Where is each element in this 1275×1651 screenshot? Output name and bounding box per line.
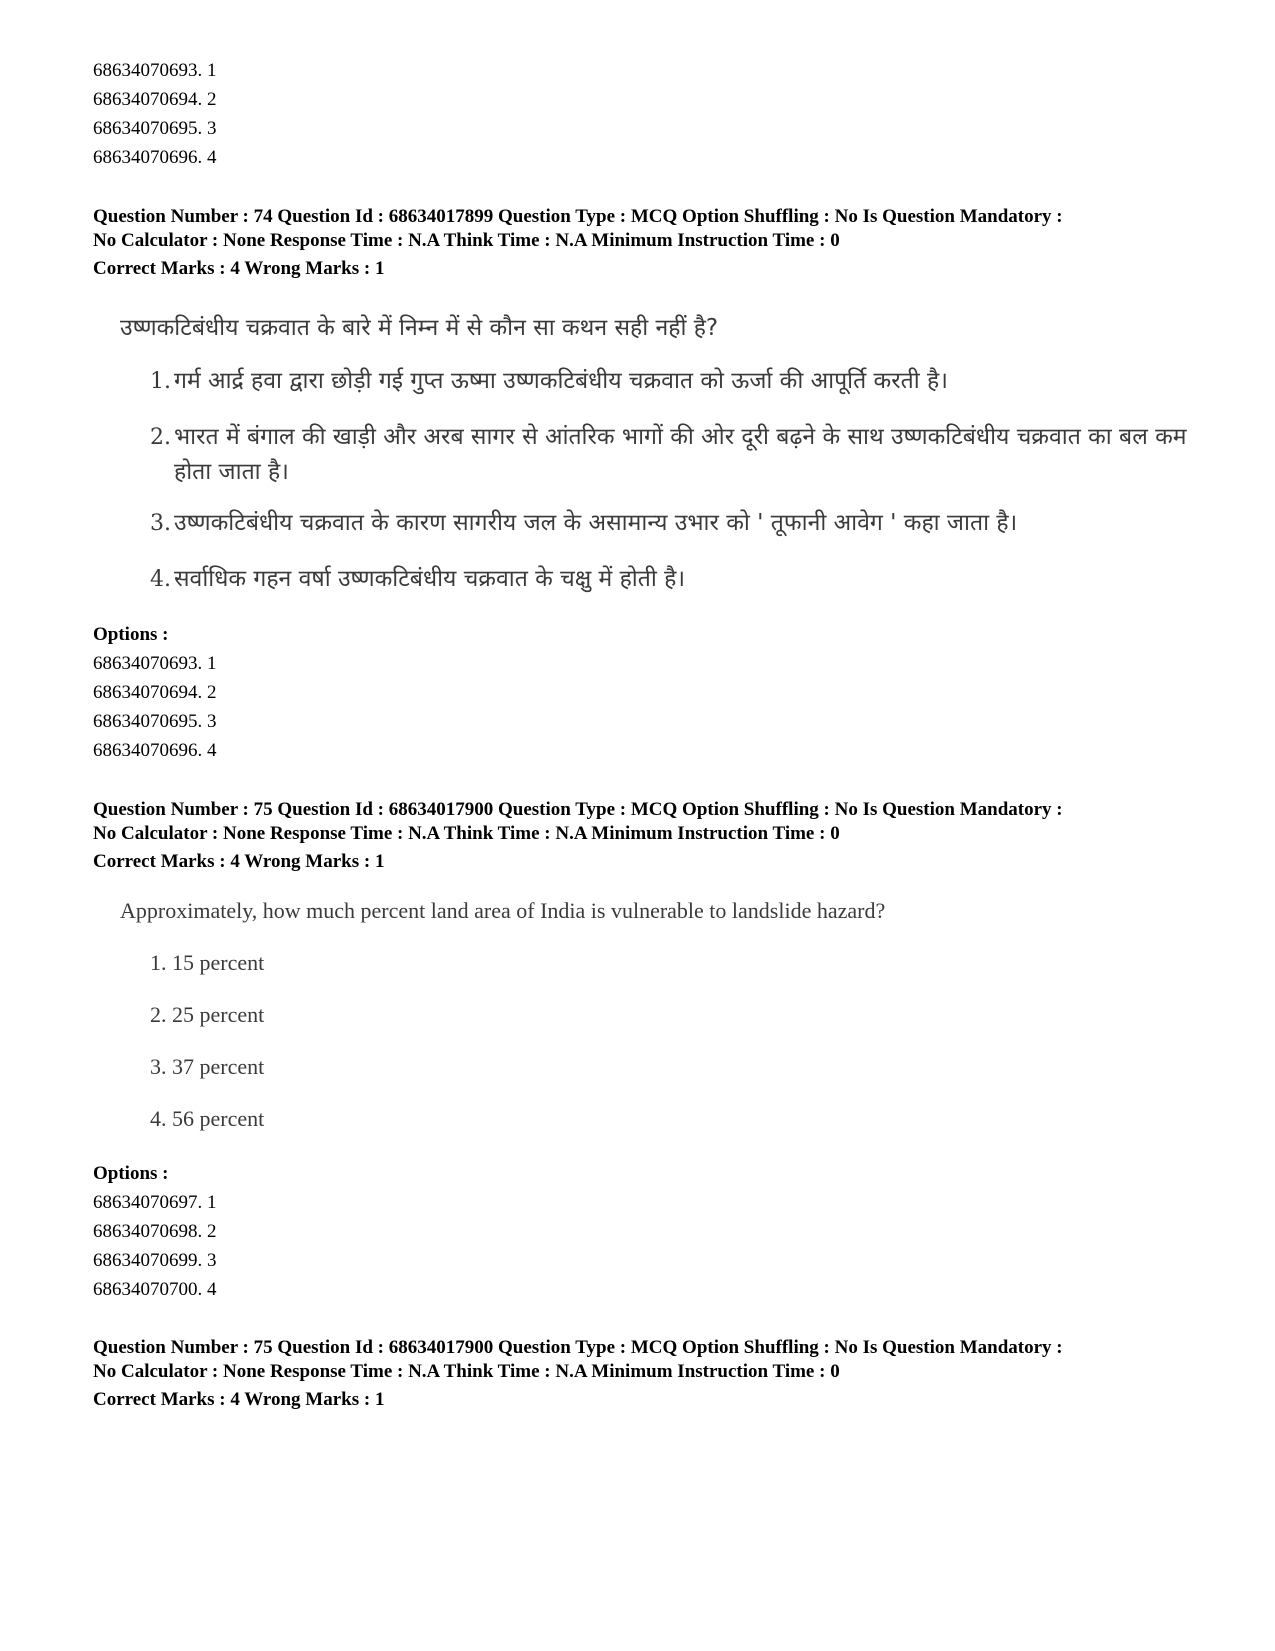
question-meta-line2: No Calculator : None Response Time : N.A Think Time : N.A Minimum Instruction Time : 0 bbox=[93, 1361, 840, 1382]
question-meta-line1: Question Number : 75 Question Id : 68634017900 Question Type : MCQ Option Shuffling : No Is Question Mandatory : bbox=[93, 799, 1063, 820]
question-marks: Correct Marks : 4 Wrong Marks : 1 bbox=[93, 851, 385, 872]
option-item: 68634070693. 1 bbox=[93, 653, 217, 674]
statement-item bbox=[150, 506, 1200, 541]
statement-text: सर्वाधिक गहन वर्षा उष्णकटिबंधीय चक्रवात के चक्षु में होती है। bbox=[174, 566, 686, 592]
option-item: 68634070697. 1 bbox=[93, 1192, 217, 1213]
option-item: 68634070695. 3 bbox=[93, 118, 217, 139]
option-item: 68634070696. 4 bbox=[93, 147, 217, 168]
statement-item bbox=[150, 364, 1200, 399]
choice-item: 4. 56 percent bbox=[150, 1106, 265, 1131]
option-item: 68634070699. 3 bbox=[93, 1250, 217, 1271]
options-label: Options : bbox=[93, 1163, 169, 1184]
question-stem: Approximately, how much percent land area of India is vulnerable to landslide hazard? bbox=[120, 898, 886, 923]
question-74-body bbox=[120, 310, 1220, 610]
options-label: Options : bbox=[93, 624, 169, 645]
statement-text: उष्णकटिबंधीय चक्रवात के कारण सागरीय जल के असामान्य उभार को ' तूफानी आवेग ' कहा जाता है। bbox=[174, 510, 1018, 536]
question-marks: Correct Marks : 4 Wrong Marks : 1 bbox=[93, 1389, 385, 1410]
question-75-header bbox=[93, 798, 1213, 874]
option-item: 68634070700. 4 bbox=[93, 1279, 217, 1300]
choice-item: 2. 25 percent bbox=[150, 1002, 265, 1027]
statement-number: 3. bbox=[150, 511, 171, 536]
prev-options-list bbox=[93, 56, 217, 172]
choice-item: 3. 37 percent bbox=[150, 1054, 265, 1079]
statement-number: 1. bbox=[150, 369, 171, 394]
statement-text: भारत में बंगाल की खाड़ी और अरब सागर से आंतरिक भागों की ओर दूरी बढ़ने के साथ उष्णकटिबंधीय चक्रवात का बल कम होता जाता है। bbox=[174, 424, 1187, 485]
question-74-options bbox=[93, 620, 217, 765]
question-meta-line2: No Calculator : None Response Time : N.A Think Time : N.A Minimum Instruction Time : 0 bbox=[93, 823, 840, 844]
option-item: 68634070698. 2 bbox=[93, 1221, 217, 1242]
statement-item bbox=[150, 420, 1200, 490]
option-item: 68634070693. 1 bbox=[93, 60, 217, 81]
option-item: 68634070694. 2 bbox=[93, 89, 217, 110]
statement-number: 4. bbox=[150, 567, 171, 592]
statement-text: गर्म आर्द्र हवा द्वारा छोड़ी गई गुप्त ऊष्मा उष्णकटिबंधीय चक्रवात को ऊर्जा की आपूर्ति करती है। bbox=[174, 368, 948, 394]
question-marks: Correct Marks : 4 Wrong Marks : 1 bbox=[93, 258, 385, 279]
option-item: 68634070695. 3 bbox=[93, 711, 217, 732]
question-stem: उष्णकटिबंधीय चक्रवात के बारे में निम्न में से कौन सा कथन सही नहीं है? bbox=[120, 315, 719, 341]
option-item: 68634070694. 2 bbox=[93, 682, 217, 703]
option-item: 68634070696. 4 bbox=[93, 740, 217, 761]
question-74-header bbox=[93, 205, 1213, 281]
statement-number: 2. bbox=[150, 425, 171, 450]
question-meta-line1: Question Number : 75 Question Id : 68634017900 Question Type : MCQ Option Shuffling : No Is Question Mandatory : bbox=[93, 1337, 1063, 1358]
choice-item: 1. 15 percent bbox=[150, 950, 265, 975]
question-75-repeat-header bbox=[93, 1336, 1213, 1412]
question-75-options bbox=[93, 1159, 217, 1304]
question-meta-line1: Question Number : 74 Question Id : 68634017899 Question Type : MCQ Option Shuffling : No Is Question Mandatory : bbox=[93, 206, 1063, 227]
statement-item bbox=[150, 562, 1200, 597]
question-meta-line2: No Calculator : None Response Time : N.A Think Time : N.A Minimum Instruction Time : 0 bbox=[93, 230, 840, 251]
question-75-body bbox=[120, 898, 1220, 1138]
